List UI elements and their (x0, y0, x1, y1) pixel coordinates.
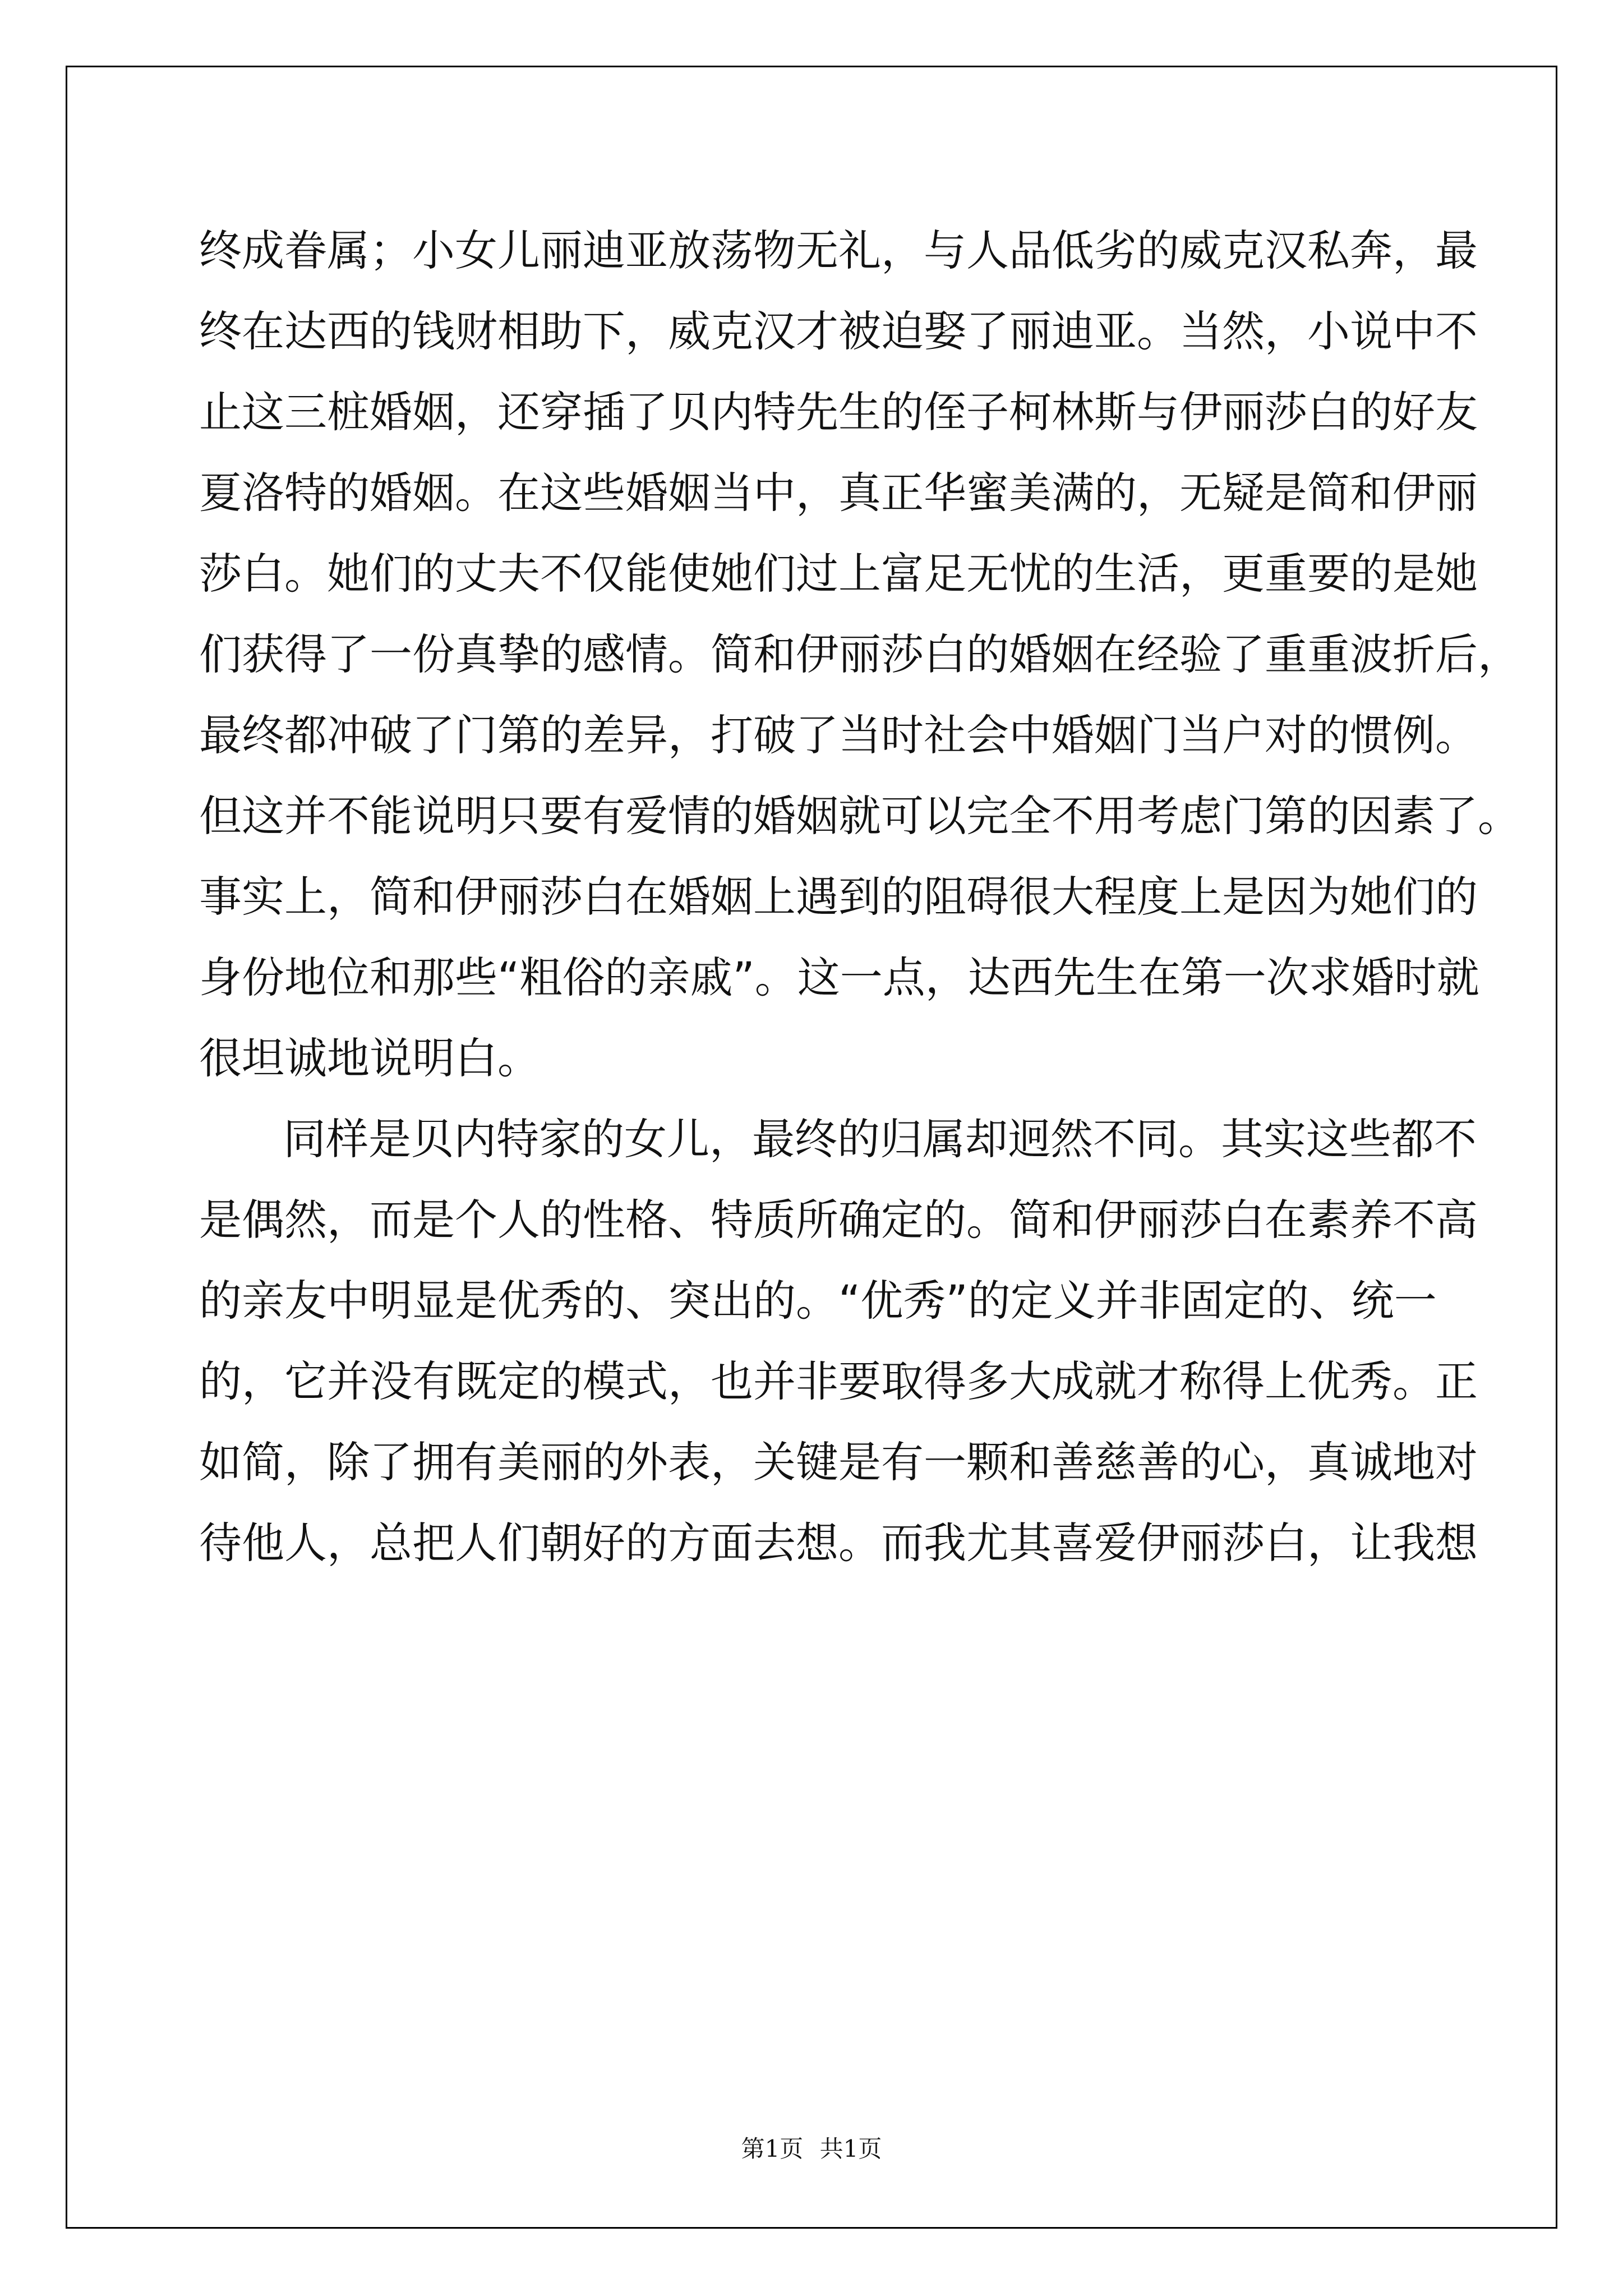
text-line: 如简，除了拥有美丽的外表，关键是有一颗和善慈善的心，真诚地对 (199, 1437, 1478, 1487)
text-line: 夏洛特的婚姻。在这些婚姻当中，真正华蜜美满的，无疑是简和伊丽 (199, 468, 1478, 518)
text-line: 终成眷属；小女儿丽迪亚放荡物无礼，与人品低劣的威克汉私奔，最 (199, 226, 1478, 275)
text-line: 很坦诚地说明白。 (199, 1033, 540, 1083)
text-line: 事实上，简和伊丽莎白在婚姻上遇到的阻碍很大程度上是因为她们的 (199, 872, 1478, 922)
text-line: 待他人，总把人们朝好的方面去想。而我尤其喜爱伊丽莎白，让我想 (199, 1518, 1478, 1568)
text-line: 同样是贝内特家的女儿，最终的归属却迥然不同。其实这些都不 (283, 1114, 1477, 1164)
text-line: 最终都冲破了门第的差异，打破了当时社会中婚姻门当户对的惯例。 (199, 710, 1478, 760)
text-line: 莎白。她们的丈夫不仅能使她们过上富足无忧的生活，更重要的是她 (199, 549, 1478, 599)
text-line: 们获得了一份真挚的感情。简和伊丽莎白的婚姻在经验了重重波折后， (199, 629, 1520, 679)
text-line: 是偶然，而是个人的性格、特质所确定的。简和伊丽莎白在素养不高 (199, 1195, 1478, 1245)
document-body (199, 210, 1520, 1584)
page-number: 第1页 (741, 2135, 804, 2162)
paragraph-2 (199, 1099, 1478, 1584)
text-line: 的亲友中明显是优秀的、突出的。“优秀”的定义并非固定的、统一 (199, 1276, 1437, 1326)
text-line: 终在达西的钱财相助下，威克汉才被迫娶了丽迪亚。当然，小说中不 (199, 306, 1478, 356)
page-total: 共1页 (819, 2135, 882, 2162)
text-line: 止这三桩婚姻，还穿插了贝内特先生的侄子柯林斯与伊丽莎白的好友 (199, 387, 1478, 437)
paragraph-1 (199, 210, 1520, 1099)
page-footer (0, 2131, 1623, 2164)
text-line: 的，它并没有既定的模式，也并非要取得多大成就才称得上优秀。正 (199, 1356, 1478, 1406)
text-line: 身份地位和那些“粗俗的亲戚”。这一点，达西先生在第一次求婚时就 (199, 953, 1479, 1002)
text-line: 但这并不能说明只要有爱情的婚姻就可以完全不用考虑门第的因素了。 (199, 791, 1520, 841)
